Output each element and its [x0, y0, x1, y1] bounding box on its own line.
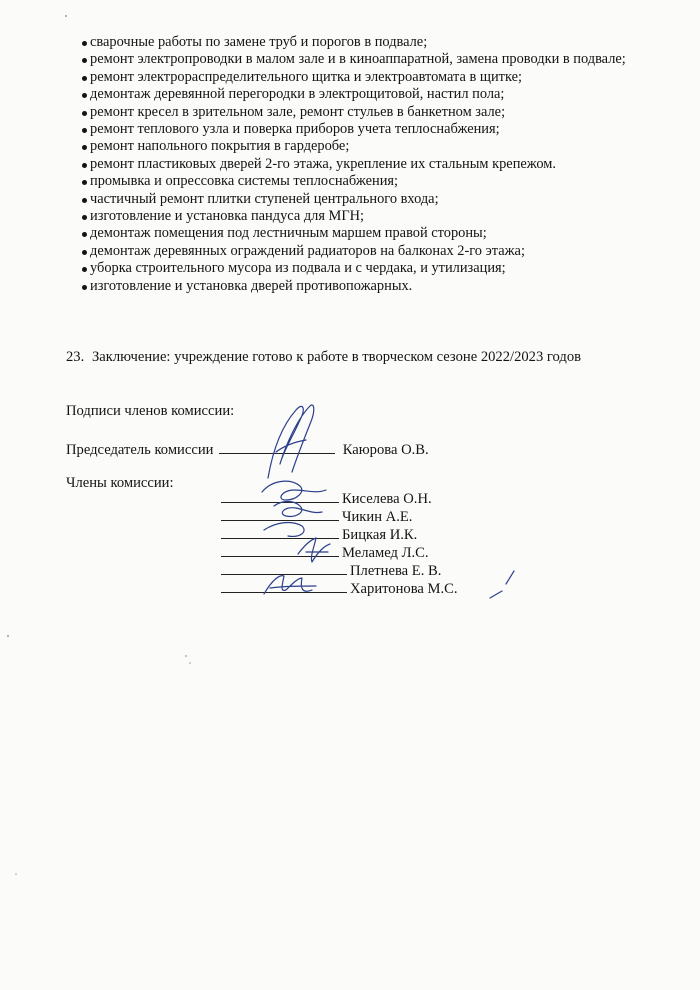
list-item [66, 260, 656, 277]
list-item-text: промывка и опрессовка системы теплоснабжения; [90, 173, 399, 190]
bullet-icon [82, 250, 87, 255]
conclusion-paragraph [66, 348, 666, 366]
list-item [66, 138, 656, 155]
member-row [221, 507, 412, 525]
bullet-icon [82, 93, 87, 98]
member-row [221, 525, 417, 543]
member-name: Плетнева Е. В. [350, 563, 442, 579]
bullet-icon [82, 128, 87, 133]
list-item-text: ремонт теплового узла и поверка приборов учета теплоснабжения; [90, 121, 500, 138]
list-item-text: частичный ремонт плитки ступеней центрального входа; [90, 190, 439, 207]
list-item-text: демонтаж помещения под лестничным маршем правой стороны; [90, 225, 487, 242]
list-item-text: изготовление и установка дверей противопожарных. [90, 277, 413, 294]
signature-line [219, 439, 335, 454]
member-name: Меламед Л.С. [342, 545, 429, 561]
list-item [66, 34, 656, 51]
list-item-text: демонтаж деревянной перегородки в электрощитовой, настил пола; [90, 86, 505, 103]
list-item [66, 69, 656, 86]
list-item-text: ремонт кресел в зрительном зале, ремонт стульев в банкетном зале; [90, 103, 506, 120]
member-row [221, 543, 429, 561]
list-item [66, 208, 656, 225]
signature-line [221, 525, 339, 539]
member-row [221, 579, 458, 597]
bullet-icon [82, 41, 87, 46]
list-item [66, 243, 656, 260]
work-items-list [66, 34, 656, 295]
signature-line [221, 561, 347, 575]
list-item-text: ремонт электрораспределительного щитка и электроавтомата в щитке; [90, 68, 522, 85]
list-item [66, 86, 656, 103]
signature-line [221, 579, 347, 593]
list-item [66, 156, 656, 173]
member-name: Чикин А.Е. [342, 509, 413, 525]
list-item [66, 173, 656, 190]
conclusion-text: Заключение: учреждение готово к работе в творческом сезоне 2022/2023 годов [92, 349, 582, 365]
signature-line [221, 489, 339, 503]
chair-signature-row [66, 439, 429, 459]
list-item [66, 191, 656, 208]
chair-label: Председатель комиссии [66, 442, 214, 458]
bullet-icon [82, 180, 87, 185]
list-item [66, 278, 656, 295]
bullet-icon [82, 163, 87, 168]
bullet-icon [82, 198, 87, 203]
bullet-icon [82, 145, 87, 150]
bullet-icon [82, 267, 87, 272]
bullet-icon [82, 111, 87, 116]
list-item [66, 121, 656, 138]
bullet-icon [82, 285, 87, 290]
members-label: Члены комиссии: [66, 475, 174, 491]
member-name: Бицкая И.К. [342, 527, 418, 543]
member-name: Харитонова М.С. [350, 581, 458, 597]
signature-line [221, 543, 339, 557]
signature-line [221, 507, 339, 521]
list-item-text: уборка строительного мусора из подвала и с чердака, и утилизация; [90, 260, 506, 277]
list-item-text: ремонт напольного покрытия в гардеробе; [90, 138, 350, 155]
list-item-text: сварочные работы по замене труб и порогов в подвале; [90, 34, 428, 50]
list-item [66, 225, 656, 242]
chair-name: Каюрова О.В. [342, 442, 429, 458]
member-row [221, 489, 432, 507]
bullet-icon [82, 232, 87, 237]
conclusion-number: 23. [66, 349, 85, 365]
bullet-icon [82, 58, 87, 63]
list-item [66, 104, 656, 121]
member-name: Киселева О.Н. [342, 491, 432, 507]
signatures-heading: Подписи членов комиссии: [66, 403, 235, 419]
bullet-icon [82, 76, 87, 81]
list-item-text: ремонт пластиковых дверей 2-го этажа, укрепление их стальным крепежом. [90, 155, 556, 172]
list-item-text: демонтаж деревянных ограждений радиаторов на балконах 2-го этажа; [90, 242, 525, 259]
bullet-icon [82, 215, 87, 220]
ink-mark-icon [490, 571, 514, 598]
list-item-text: ремонт электропроводки в малом зале и в киноаппаратной, замена проводки в подвале; [90, 51, 626, 68]
list-item [66, 51, 656, 68]
list-item-text: изготовление и установка пандуса для МГН; [90, 208, 365, 225]
member-row [221, 561, 441, 579]
